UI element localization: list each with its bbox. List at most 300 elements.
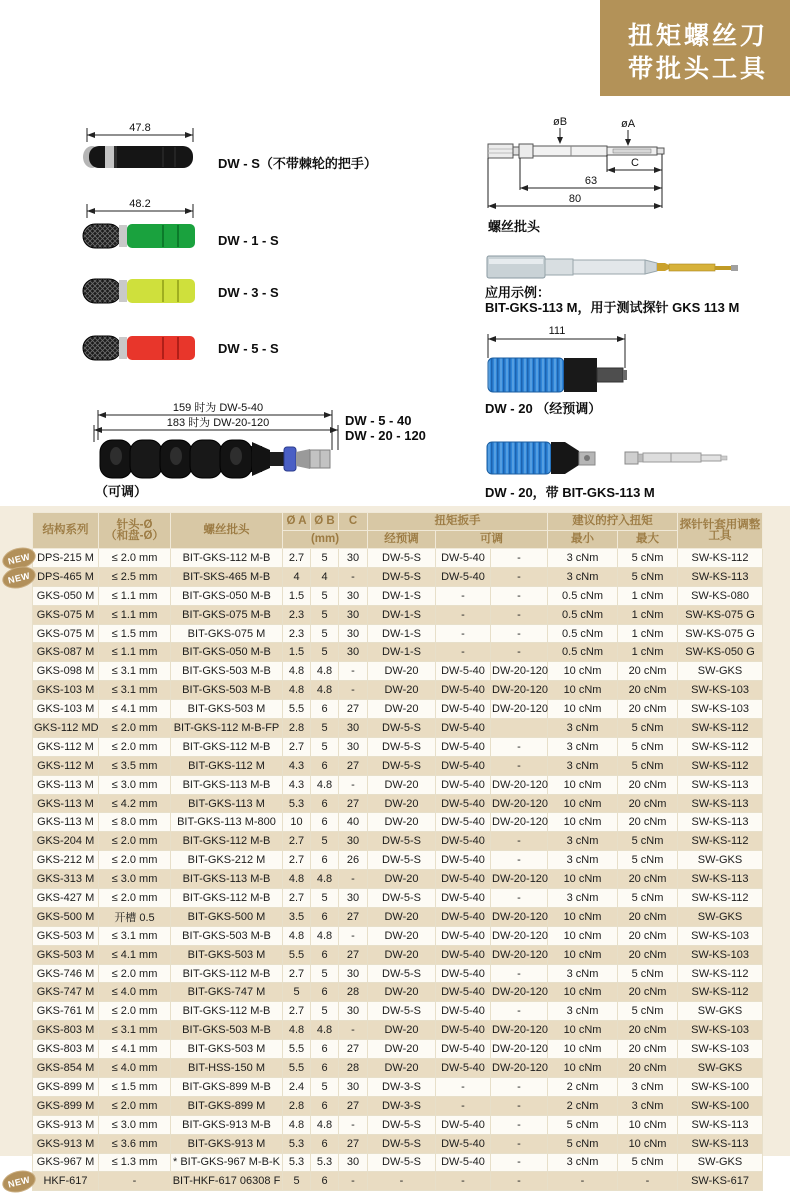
table-cell: 5 cNm xyxy=(618,889,678,908)
table-cell: GKS-503 M xyxy=(33,926,99,945)
table-cell: SW-KS-050 G xyxy=(678,643,763,662)
table-cell: DW-20-120 xyxy=(491,1040,548,1059)
table-cell: 3 cNm xyxy=(548,1153,618,1172)
table-cell: DW-5-40 xyxy=(436,889,491,908)
table-cell: - xyxy=(491,605,548,624)
table-row xyxy=(33,605,763,624)
table-cell: 4.8 xyxy=(311,681,339,700)
table-cell: 5 cNm xyxy=(618,851,678,870)
table-cell: 2.7 xyxy=(283,851,311,870)
table-cell: BIT-GKS-075 M xyxy=(171,624,283,643)
table-cell: 10 cNm xyxy=(548,700,618,719)
screwdriver-dw-20-with-bit-image xyxy=(485,440,735,478)
table-cell: - xyxy=(339,870,368,889)
table-cell: 4.3 xyxy=(283,775,311,794)
table-cell: - xyxy=(436,605,491,624)
table-cell: 5 xyxy=(311,832,339,851)
table-cell: 1 cNm xyxy=(618,605,678,624)
table-cell: - xyxy=(491,851,548,870)
table-cell: - xyxy=(491,964,548,983)
table-cell: ≤ 4.1 mm xyxy=(99,700,171,719)
table-cell: DW-5-S xyxy=(368,832,436,851)
table-cell: DW-20-120 xyxy=(491,983,548,1002)
table-cell: - xyxy=(339,926,368,945)
table-cell: DW-20-120 xyxy=(491,775,548,794)
table-cell: BIT-SKS-465 M-B xyxy=(171,567,283,586)
table-cell: 6 xyxy=(311,983,339,1002)
table-cell: DW-5-S xyxy=(368,1134,436,1153)
table-cell: 开槽 0.5 xyxy=(99,907,171,926)
table-cell: SW-KS-112 xyxy=(678,737,763,756)
table-cell: 10 cNm xyxy=(548,983,618,1002)
table-cell: - xyxy=(99,1172,171,1191)
application-example-image xyxy=(485,252,755,282)
table-cell: SW-GKS xyxy=(678,1002,763,1021)
table-cell: SW-KS-075 G xyxy=(678,605,763,624)
table-cell: 6 xyxy=(311,851,339,870)
table-cell: 5.3 xyxy=(311,1153,339,1172)
table-cell: BIT-GKS-503 M-B xyxy=(171,926,283,945)
table-cell: BIT-HKF-617 06308 F xyxy=(171,1172,283,1191)
table-cell: DW-5-40 xyxy=(436,719,491,738)
table-cell: 2.7 xyxy=(283,737,311,756)
table-cell: 4.8 xyxy=(311,775,339,794)
table-cell: - xyxy=(368,1172,436,1191)
table-cell: 5.5 xyxy=(283,1040,311,1059)
table-row xyxy=(33,832,763,851)
header-max: 最大 xyxy=(618,531,678,549)
header-min: 最小 xyxy=(548,531,618,549)
table-cell: DW-5-S xyxy=(368,1002,436,1021)
table-cell: 20 cNm xyxy=(618,813,678,832)
table-cell: DW-1-S xyxy=(368,605,436,624)
table-cell: 5.3 xyxy=(283,794,311,813)
table-cell: BIT-GKS-913 M xyxy=(171,1134,283,1153)
table-cell: 30 xyxy=(339,1002,368,1021)
table-cell: SW-KS-103 xyxy=(678,1021,763,1040)
table-cell: DW-5-40 xyxy=(436,870,491,889)
table-cell: - xyxy=(436,586,491,605)
spec-table-header xyxy=(33,513,763,549)
table-cell: 10 cNm xyxy=(618,1115,678,1134)
page-title-line1: 扭矩螺丝刀 xyxy=(627,22,768,50)
table-cell: GKS-803 M xyxy=(33,1021,99,1040)
table-cell: DW-5-40 xyxy=(436,1002,491,1021)
table-cell: DW-20 xyxy=(368,813,436,832)
table-cell: SW-GKS xyxy=(678,1153,763,1172)
table-cell: DW-20 xyxy=(368,1040,436,1059)
table-cell: GKS-899 M xyxy=(33,1096,99,1115)
table-cell: 6 xyxy=(311,756,339,775)
table-cell: 30 xyxy=(339,1153,368,1172)
table-cell: BIT-GKS-112 M-B xyxy=(171,832,283,851)
table-cell: BIT-GKS-050 M-B xyxy=(171,586,283,605)
table-cell: ≤ 3.5 mm xyxy=(99,756,171,775)
table-row xyxy=(33,586,763,605)
table-cell: BIT-GKS-112 M xyxy=(171,756,283,775)
table-cell: 5.5 xyxy=(283,1059,311,1078)
table-cell: - xyxy=(491,1134,548,1153)
table-cell: 10 cNm xyxy=(548,1040,618,1059)
table-cell: DW-20 xyxy=(368,926,436,945)
table-cell: DW-1-S xyxy=(368,643,436,662)
table-cell: ≤ 2.0 mm xyxy=(99,719,171,738)
table-cell: - xyxy=(491,549,548,568)
table-cell: ≤ 2.5 mm xyxy=(99,567,171,586)
table-cell: DW-5-40 xyxy=(436,813,491,832)
table-cell: 5 cNm xyxy=(618,719,678,738)
table-cell: BIT-GKS-747 M xyxy=(171,983,283,1002)
dim-c: C xyxy=(631,157,639,169)
table-row xyxy=(33,662,763,681)
table-cell: BIT-GKS-113 M-B xyxy=(171,870,283,889)
table-cell: BIT-GKS-112 M-B xyxy=(171,889,283,908)
table-cell: 5 xyxy=(311,719,339,738)
table-cell: 4.8 xyxy=(311,926,339,945)
table-cell: - xyxy=(491,1172,548,1191)
table-cell: 30 xyxy=(339,832,368,851)
table-cell: BIT-GKS-075 M-B xyxy=(171,605,283,624)
new-badge: NEW xyxy=(0,563,38,592)
header-wrench-group: 扭矩扳手 xyxy=(368,513,548,531)
table-cell: 5 xyxy=(311,964,339,983)
table-row xyxy=(33,624,763,643)
table-cell: 3 cNm xyxy=(548,737,618,756)
table-cell: BIT-GKS-899 M-B xyxy=(171,1077,283,1096)
table-cell: 10 cNm xyxy=(548,945,618,964)
table-cell: - xyxy=(491,756,548,775)
table-cell: DW-20-120 xyxy=(491,813,548,832)
label-adjustable xyxy=(345,413,426,443)
table-cell: ≤ 4.2 mm xyxy=(99,794,171,813)
table-cell: ≤ 3.0 mm xyxy=(99,1115,171,1134)
table-cell: DW-20-120 xyxy=(491,926,548,945)
table-cell: 27 xyxy=(339,1096,368,1115)
table-cell: DW-5-40 xyxy=(436,567,491,586)
table-cell: 3 cNm xyxy=(548,964,618,983)
table-cell: 2.7 xyxy=(283,832,311,851)
table-cell: 5 xyxy=(311,643,339,662)
table-cell: 6 xyxy=(311,1040,339,1059)
table-cell: 20 cNm xyxy=(618,1059,678,1078)
table-cell: DW-20-120 xyxy=(491,681,548,700)
table-cell: ≤ 3.1 mm xyxy=(99,1021,171,1040)
table-cell: ≤ 1.3 mm xyxy=(99,1153,171,1172)
header-tip-line2: （和盘-Ø） xyxy=(105,529,164,542)
table-cell: BIT-GKS-899 M xyxy=(171,1096,283,1115)
table-cell: 10 cNm xyxy=(548,794,618,813)
table-cell: - xyxy=(491,1096,548,1115)
table-cell: ≤ 2.0 mm xyxy=(99,964,171,983)
table-cell: 5 xyxy=(311,624,339,643)
table-cell: DW-5-40 xyxy=(436,1134,491,1153)
table-cell: 5 cNm xyxy=(618,964,678,983)
table-cell: - xyxy=(491,643,548,662)
bit-technical-drawing xyxy=(455,112,775,222)
header-tip-diameter xyxy=(99,513,171,549)
table-cell: ≤ 3.6 mm xyxy=(99,1134,171,1153)
table-cell: 20 cNm xyxy=(618,775,678,794)
new-badge: NEW xyxy=(0,544,38,573)
table-cell: 2 cNm xyxy=(548,1096,618,1115)
table-cell: 5.5 xyxy=(283,945,311,964)
table-cell: SW-KS-112 xyxy=(678,832,763,851)
table-cell: DW-5-40 xyxy=(436,983,491,1002)
header-tool xyxy=(678,513,763,549)
table-cell: ≤ 3.1 mm xyxy=(99,662,171,681)
table-cell: ≤ 2.0 mm xyxy=(99,549,171,568)
table-cell: SW-KS-113 xyxy=(678,794,763,813)
table-cell: 5 xyxy=(311,889,339,908)
table-cell: BIT-GKS-503 M xyxy=(171,1040,283,1059)
dim-80: 80 xyxy=(568,193,582,205)
table-cell: DW-20-120 xyxy=(491,662,548,681)
table-cell: 20 cNm xyxy=(618,983,678,1002)
table-cell: - xyxy=(491,889,548,908)
table-cell: 4.3 xyxy=(283,756,311,775)
table-cell: ≤ 1.1 mm xyxy=(99,605,171,624)
table-row xyxy=(33,889,763,908)
table-cell: DW-5-40 xyxy=(436,1021,491,1040)
label-adjustable-note: （可调） xyxy=(95,484,148,499)
table-cell: 1 cNm xyxy=(618,624,678,643)
table-row xyxy=(33,870,763,889)
table-cell: GKS-503 M xyxy=(33,945,99,964)
table-row xyxy=(33,851,763,870)
table-cell: 6 xyxy=(311,794,339,813)
table-cell: 4.8 xyxy=(311,870,339,889)
table-cell: 5.3 xyxy=(283,1153,311,1172)
table-cell: GKS-899 M xyxy=(33,1077,99,1096)
table-cell: 20 cNm xyxy=(618,794,678,813)
table-cell: GKS-098 M xyxy=(33,662,99,681)
table-cell: DW-5-40 xyxy=(436,681,491,700)
table-cell: 3 cNm xyxy=(548,756,618,775)
table-cell: 2.8 xyxy=(283,719,311,738)
table-cell: - xyxy=(339,681,368,700)
table-cell: ≤ 3.1 mm xyxy=(99,681,171,700)
table-cell: 4 xyxy=(283,567,311,586)
table-cell: BIT-GKS-503 M-B xyxy=(171,1021,283,1040)
table-cell: BIT-GKS-212 M xyxy=(171,851,283,870)
table-row xyxy=(33,700,763,719)
table-row xyxy=(33,1002,763,1021)
header-mm: (mm) xyxy=(283,531,368,549)
table-cell: - xyxy=(339,1021,368,1040)
table-cell: GKS-913 M xyxy=(33,1134,99,1153)
table-cell: DW-5-S xyxy=(368,1153,436,1172)
table-cell: DW-20 xyxy=(368,681,436,700)
header-adjustable: 可调 xyxy=(436,531,548,549)
table-cell: GKS-113 M xyxy=(33,794,99,813)
table-cell: DW-20 xyxy=(368,907,436,926)
screwdriver-adjustable-image xyxy=(30,400,365,495)
table-cell: 27 xyxy=(339,1134,368,1153)
table-cell: SW-KS-112 xyxy=(678,549,763,568)
table-cell: DW-5-S xyxy=(368,719,436,738)
table-cell: 10 cNm xyxy=(548,775,618,794)
table-cell: ≤ 4.0 mm xyxy=(99,983,171,1002)
table-row xyxy=(33,1134,763,1153)
table-cell: HKF-617 NEW xyxy=(33,1172,99,1191)
table-cell: SW-KS-113 xyxy=(678,813,763,832)
table-cell: GKS-103 M xyxy=(33,681,99,700)
label-dw-20-120: DW - 20 - 120 xyxy=(345,428,426,443)
table-cell: DW-5-40 xyxy=(436,700,491,719)
table-cell: 2.8 xyxy=(283,1096,311,1115)
table-cell: SW-KS-112 xyxy=(678,983,763,1002)
table-cell: 27 xyxy=(339,907,368,926)
table-cell: 5 xyxy=(311,605,339,624)
table-cell: 4.8 xyxy=(311,1021,339,1040)
table-row xyxy=(33,549,763,568)
table-cell: 5.3 xyxy=(283,1134,311,1153)
table-cell: GKS-112 M xyxy=(33,756,99,775)
dim-159: 159 时为 DW-5-40 xyxy=(172,402,264,414)
table-cell: DW-5-S xyxy=(368,737,436,756)
screwdriver-dw-20-image xyxy=(485,322,685,397)
table-cell: - xyxy=(491,1153,548,1172)
table-cell: 3 cNm xyxy=(548,851,618,870)
table-cell: 5 xyxy=(311,549,339,568)
table-cell: 10 cNm xyxy=(548,681,618,700)
table-cell: GKS-113 M xyxy=(33,813,99,832)
table-cell: BIT-GKS-913 M-B xyxy=(171,1115,283,1134)
table-cell: SW-KS-112 xyxy=(678,964,763,983)
table-cell: 6 xyxy=(311,945,339,964)
table-cell: GKS-427 M xyxy=(33,889,99,908)
table-cell: BIT-GKS-112 M-B xyxy=(171,549,283,568)
table-cell: 3 cNm xyxy=(548,567,618,586)
table-cell: DW-5-40 xyxy=(436,964,491,983)
table-cell: ≤ 2.0 mm xyxy=(99,851,171,870)
application-example-line2: BIT-GKS-113 M，用于测试探针 GKS 113 M xyxy=(485,300,740,315)
screwdriver-dw-s-image xyxy=(75,120,205,172)
table-cell: 0.5 cNm xyxy=(548,605,618,624)
table-cell: 20 cNm xyxy=(618,1040,678,1059)
table-cell: DW-20-120 xyxy=(491,700,548,719)
table-cell: BIT-GKS-112 M-B xyxy=(171,737,283,756)
header-torque-group: 建议的拧入扭矩 xyxy=(548,513,678,531)
page-title-line2: 带批头工具 xyxy=(627,55,768,83)
table-cell: 4.8 xyxy=(283,1115,311,1134)
table-cell: 2 cNm xyxy=(548,1077,618,1096)
table-cell: 5 xyxy=(311,586,339,605)
header-series: 结构系列 xyxy=(33,513,99,549)
table-cell: 20 cNm xyxy=(618,700,678,719)
table-cell: 5 cNm xyxy=(618,832,678,851)
table-cell: ≤ 1.5 mm xyxy=(99,1077,171,1096)
label-dw-s: DW - S（不带棘轮的把手） xyxy=(218,156,377,171)
table-cell: 5 cNm xyxy=(548,1115,618,1134)
table-cell: SW-KS-103 xyxy=(678,926,763,945)
table-cell: - xyxy=(491,1115,548,1134)
table-cell: SW-KS-617 xyxy=(678,1172,763,1191)
table-cell: 5 cNm xyxy=(618,756,678,775)
table-cell: 6 xyxy=(311,1134,339,1153)
table-cell: BIT-GKS-050 M-B xyxy=(171,643,283,662)
table-cell: - xyxy=(491,586,548,605)
table-cell: 2.7 xyxy=(283,889,311,908)
table-cell: DW-5-S xyxy=(368,851,436,870)
table-cell: DW-20 xyxy=(368,983,436,1002)
label-bit-drawing: 螺丝批头 xyxy=(488,219,541,234)
table-cell: GKS-803 M xyxy=(33,1040,99,1059)
table-cell: - xyxy=(491,1002,548,1021)
table-cell: DW-20 xyxy=(368,945,436,964)
table-cell: 20 cNm xyxy=(618,870,678,889)
table-cell: - xyxy=(436,624,491,643)
table-cell: 2.3 xyxy=(283,605,311,624)
table-row xyxy=(33,964,763,983)
table-body xyxy=(6,549,763,1191)
table-row xyxy=(33,813,763,832)
table-cell: DW-5-S xyxy=(368,889,436,908)
table-cell: 10 cNm xyxy=(618,1134,678,1153)
table-cell: DW-20-120 xyxy=(491,907,548,926)
table-cell: BIT-GKS-113 M xyxy=(171,794,283,813)
table-cell: 3 cNm xyxy=(548,549,618,568)
table-cell: GKS-313 M xyxy=(33,870,99,889)
table-cell: 20 cNm xyxy=(618,926,678,945)
table-cell: - xyxy=(548,1172,618,1191)
table-cell: 3 cNm xyxy=(548,889,618,908)
table-cell: 3 cNm xyxy=(618,1077,678,1096)
header-dia-b: Ø B xyxy=(311,513,339,531)
table-cell: DW-5-40 xyxy=(436,832,491,851)
dim-47-8: 47.8 xyxy=(129,122,151,134)
table-cell: ≤ 2.0 mm xyxy=(99,1096,171,1115)
table-cell: 2.3 xyxy=(283,624,311,643)
table-cell: 27 xyxy=(339,700,368,719)
table-cell: GKS-112 M xyxy=(33,737,99,756)
table-cell: 3.5 xyxy=(283,907,311,926)
table-cell: ≤ 3.1 mm xyxy=(99,926,171,945)
table-cell: DW-20-120 xyxy=(491,1059,548,1078)
table-cell: SW-KS-100 xyxy=(678,1077,763,1096)
dim-ob: øB xyxy=(552,116,568,128)
table-cell: DW-5-S xyxy=(368,567,436,586)
table-cell: * BIT-GKS-967 M-B-K xyxy=(171,1153,283,1172)
table-cell: 5 xyxy=(311,1077,339,1096)
table-cell: SW-KS-112 xyxy=(678,756,763,775)
table-cell: - xyxy=(339,1115,368,1134)
header-tool-line1: 探针针套用调整 xyxy=(679,518,761,531)
table-cell: 10 cNm xyxy=(548,926,618,945)
table-row xyxy=(33,1077,763,1096)
table-row xyxy=(33,643,763,662)
table-cell: 30 xyxy=(339,889,368,908)
table-cell: SW-KS-103 xyxy=(678,945,763,964)
table-cell: DW-5-40 xyxy=(436,775,491,794)
table-cell: 3 cNm xyxy=(548,719,618,738)
table-cell: 30 xyxy=(339,605,368,624)
table-cell: 5.5 xyxy=(283,700,311,719)
table-cell: 27 xyxy=(339,756,368,775)
table-cell: SW-KS-113 xyxy=(678,1134,763,1153)
dim-oa: øA xyxy=(620,118,636,130)
table-cell: SW-KS-113 xyxy=(678,1115,763,1134)
table-cell: SW-KS-112 xyxy=(678,889,763,908)
table-cell: - xyxy=(339,1172,368,1191)
table-cell: SW-GKS xyxy=(678,907,763,926)
table-cell: 5 xyxy=(311,737,339,756)
table-cell: 0.5 cNm xyxy=(548,643,618,662)
table-cell: DW-20 xyxy=(368,794,436,813)
table-cell: DW-5-40 xyxy=(436,756,491,775)
table-cell: DW-1-S xyxy=(368,586,436,605)
table-cell: SW-KS-113 xyxy=(678,870,763,889)
